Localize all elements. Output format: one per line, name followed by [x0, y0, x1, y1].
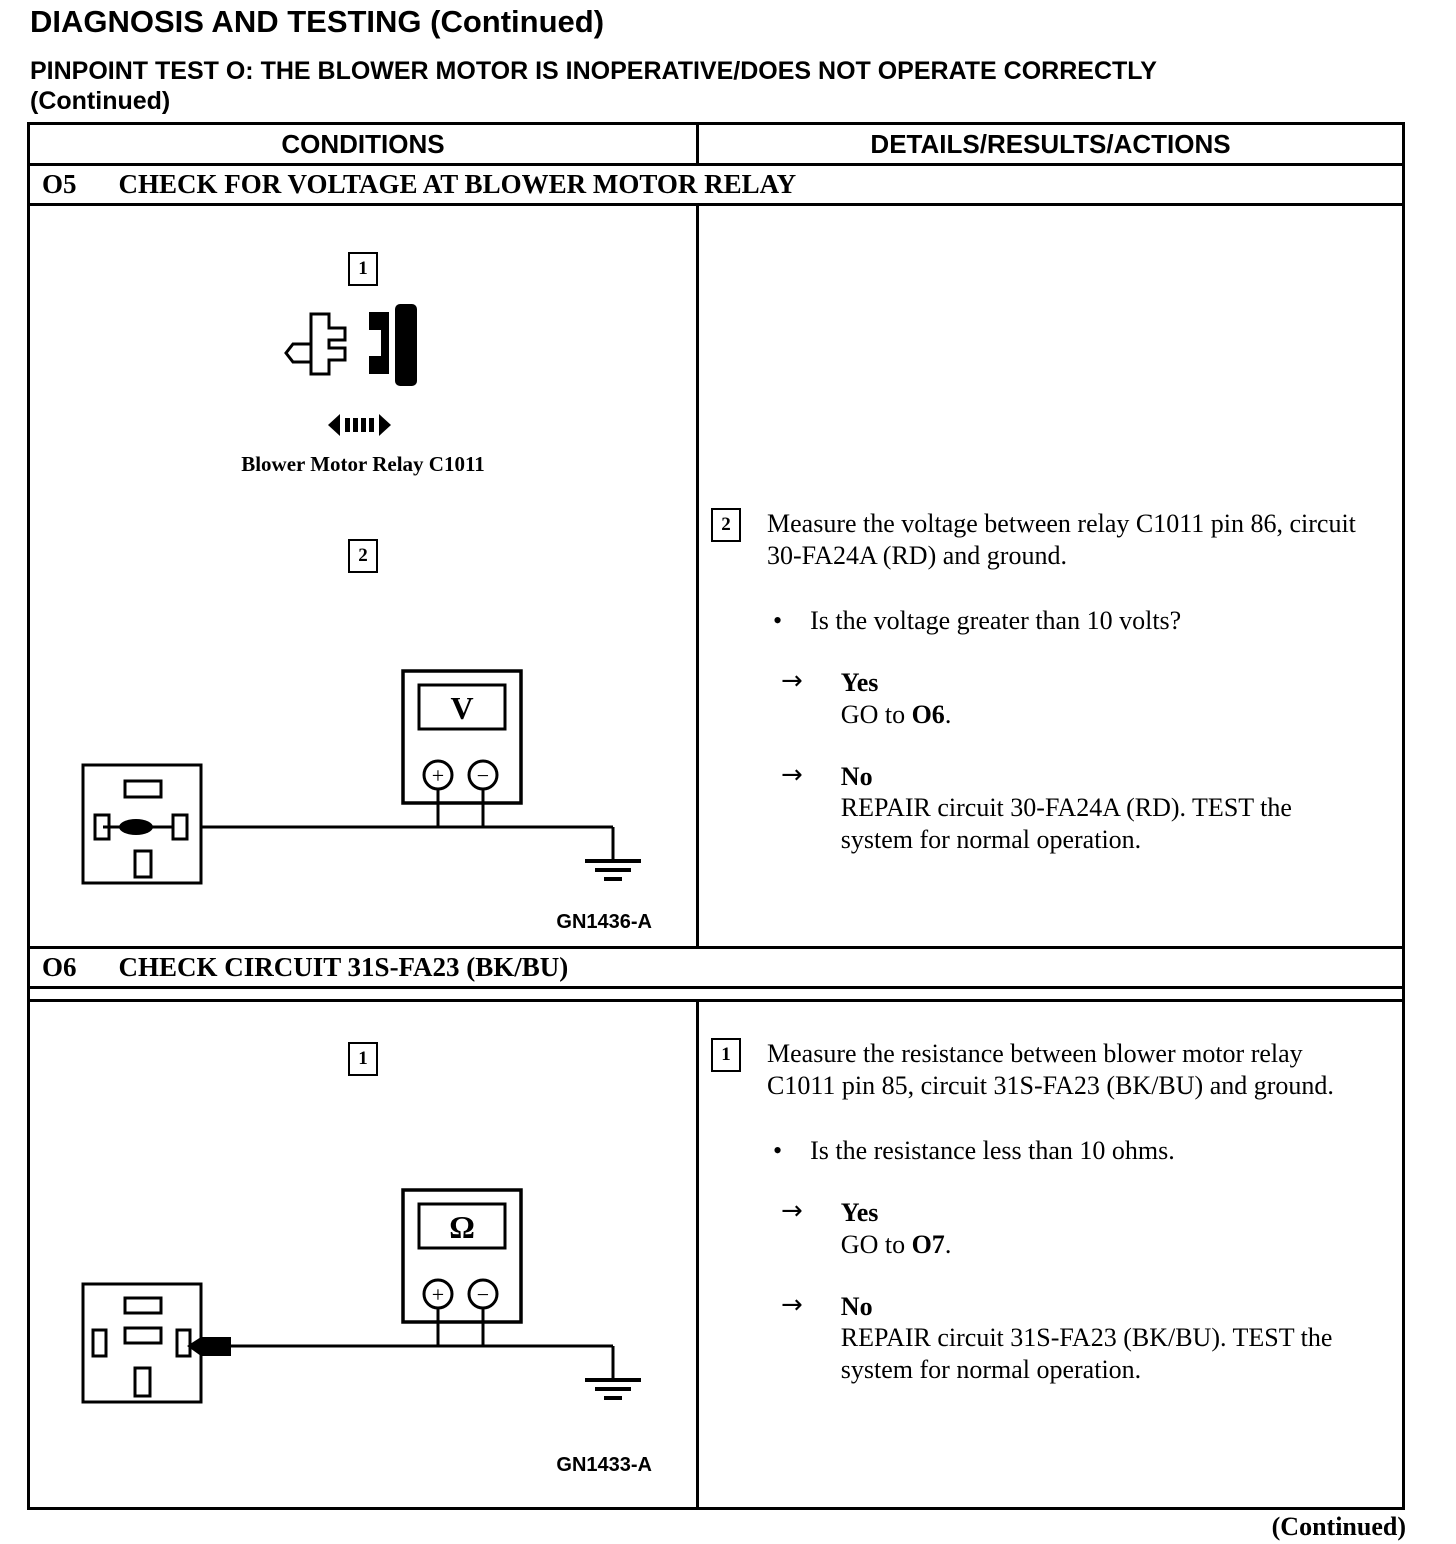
ohmmeter-measurement-diagram	[73, 1188, 653, 1420]
step-number-box: 1	[711, 1038, 741, 1072]
no-result	[767, 761, 1379, 856]
test-o6-body	[30, 1002, 1402, 1507]
figure-id: GN1433-A	[556, 1454, 652, 1476]
continued-footer: (Continued)	[1271, 1512, 1406, 1541]
test-o5-body	[30, 206, 1402, 949]
test-o5-id: O5	[42, 169, 77, 199]
pinpoint-test-heading	[30, 56, 1420, 116]
relay-caption: Blower Motor Relay C1011	[241, 452, 485, 476]
test-o5-conditions-cell	[30, 206, 699, 946]
step-number-box: 1	[348, 1042, 378, 1076]
test-o5-header	[30, 166, 1402, 206]
table-header-row	[30, 125, 1402, 166]
arrow-icon: →	[781, 759, 803, 790]
no-label: No	[840, 761, 873, 791]
voltmeter-measurement-diagram	[73, 669, 653, 901]
bullet-icon: •	[773, 606, 783, 636]
minus-sign: −	[476, 1282, 490, 1307]
yes-result	[767, 1197, 1379, 1260]
bullet-icon: •	[773, 1136, 783, 1166]
instruction-text: Measure the resistance between blower motor relay C1011 pin 85, circuit 31S-FA23 (BK/BU) and ground.	[767, 1039, 1334, 1100]
divider	[30, 989, 1402, 1002]
step-number-box: 1	[348, 252, 378, 286]
no-result	[767, 1291, 1379, 1386]
test-o6-title: CHECK CIRCUIT 31S-FA23 (BK/BU)	[118, 952, 569, 982]
no-label: No	[840, 1291, 873, 1321]
page-title: DIAGNOSIS AND TESTING (Continued)	[30, 4, 605, 39]
question-text: Is the resistance less than 10 ohms.	[810, 1136, 1175, 1166]
arrow-icon: →	[781, 1289, 803, 1320]
pinpoint-test-heading-line2: (Continued)	[30, 87, 171, 115]
meter-mode-label: V	[450, 690, 474, 726]
test-o6-actions-cell	[699, 1002, 1402, 1507]
no-action: REPAIR circuit 30-FA24A (RD). TEST the system for normal operation.	[840, 793, 1292, 855]
plus-sign: +	[431, 763, 445, 788]
yes-label: Yes	[840, 668, 879, 698]
arrow-icon: →	[781, 1196, 803, 1227]
yes-action: GO to O7.	[840, 1229, 952, 1259]
step-number-box: 2	[348, 539, 378, 573]
plus-sign: +	[431, 1282, 445, 1307]
test-probe-plug	[187, 1337, 231, 1356]
yes-result	[767, 667, 1379, 730]
no-action: REPAIR circuit 31S-FA23 (BK/BU). TEST the system for normal operation.	[840, 1323, 1333, 1385]
instruction-text: Measure the voltage between relay C1011 pin 86, circuit 30-FA24A (RD) and ground.	[767, 509, 1356, 570]
yes-label: Yes	[840, 1198, 879, 1228]
ground-symbol	[585, 1346, 641, 1398]
header-conditions: CONDITIONS	[30, 125, 699, 163]
pinpoint-test-table	[27, 122, 1405, 1510]
ground-symbol	[585, 827, 641, 879]
pinpoint-test-heading-line1: PINPOINT TEST O: THE BLOWER MOTOR IS INOPERATIVE/DOES NOT OPERATE CORRECTLY	[30, 57, 1157, 85]
test-o5-title: CHECK FOR VOLTAGE AT BLOWER MOTOR RELAY	[118, 169, 797, 199]
yes-action: GO to O6.	[840, 699, 952, 729]
question-text: Is the voltage greater than 10 volts?	[810, 606, 1182, 636]
meter-mode-label: Ω	[449, 1209, 475, 1245]
test-o6-id: O6	[42, 952, 77, 982]
blower-motor-relay-icon	[283, 296, 443, 446]
step-number-box: 2	[711, 508, 741, 542]
arrow-icon: →	[781, 666, 803, 697]
double-arrow-icon	[328, 414, 391, 436]
minus-sign: −	[476, 763, 490, 788]
test-o6-conditions-cell	[30, 1002, 699, 1507]
test-o5-actions-cell	[699, 206, 1402, 946]
test-o6-header	[30, 949, 1402, 989]
figure-id: GN1436-A	[556, 911, 652, 933]
header-details-results-actions: DETAILS/RESULTS/ACTIONS	[870, 128, 1231, 159]
